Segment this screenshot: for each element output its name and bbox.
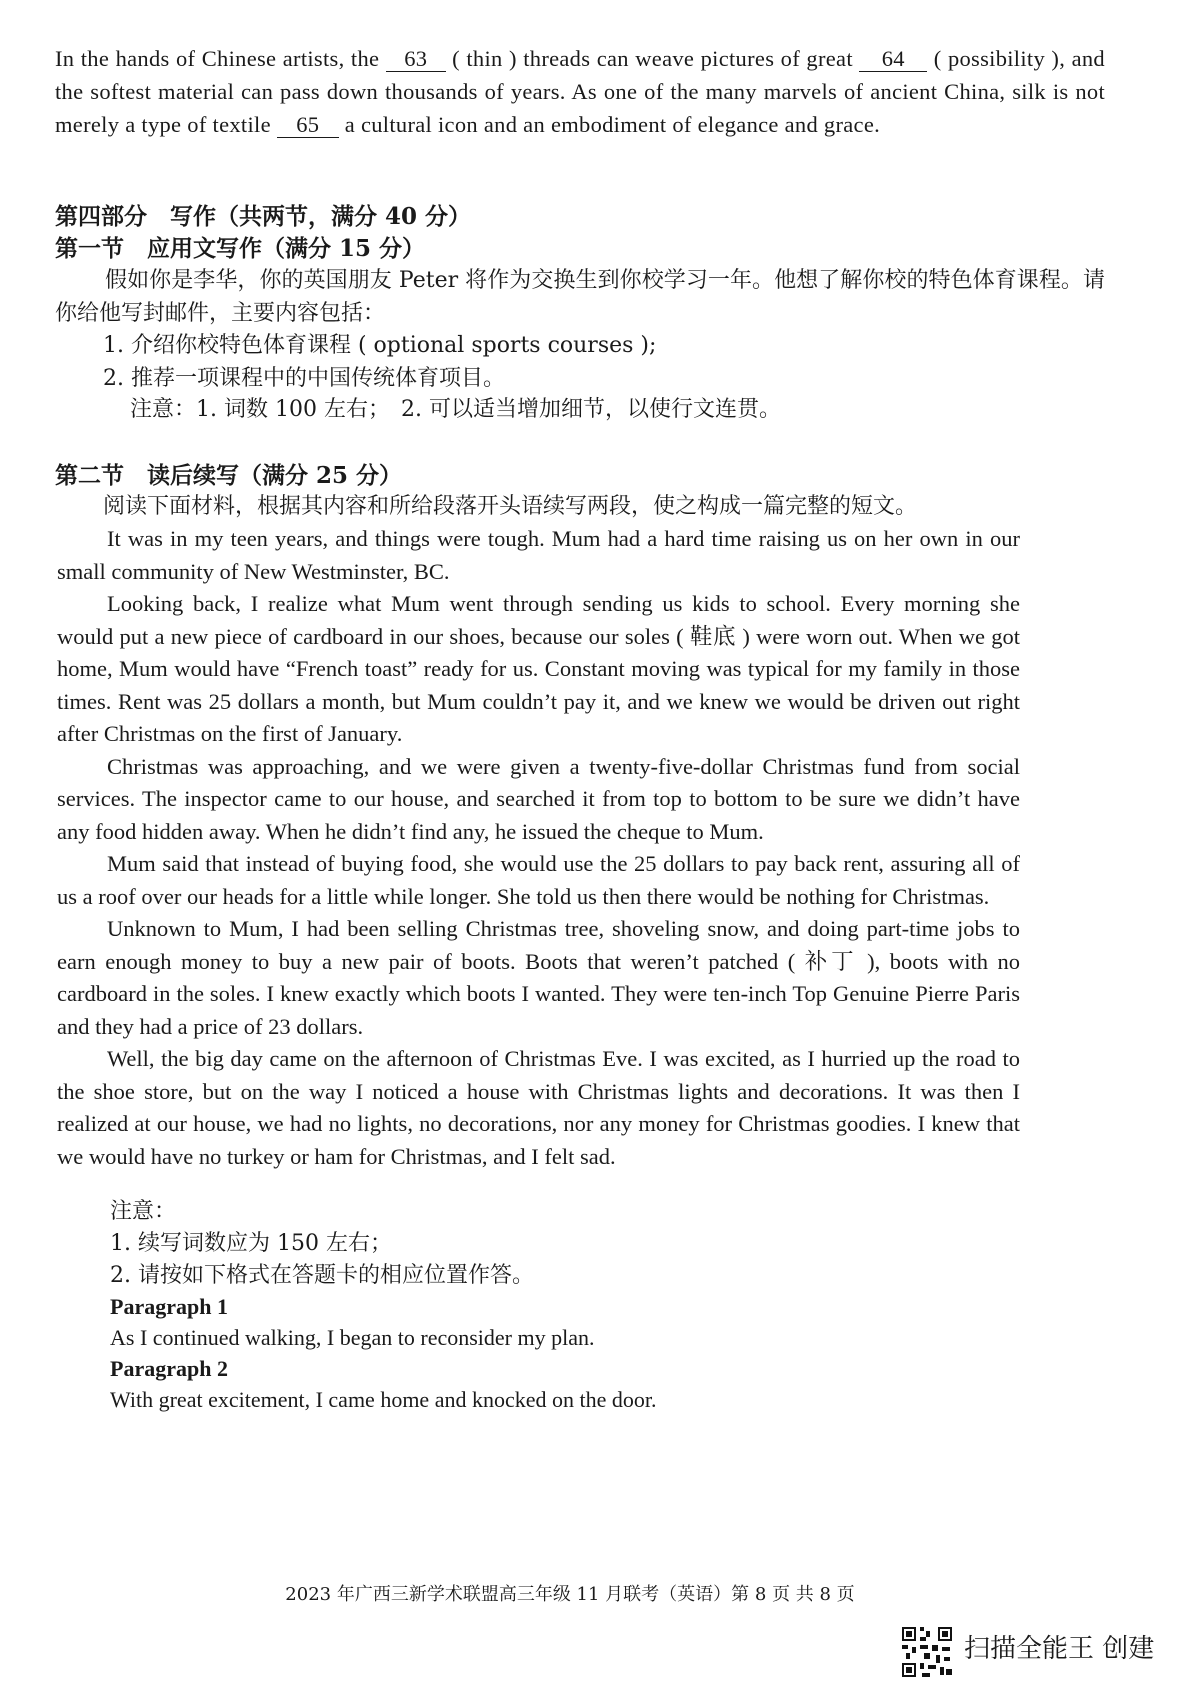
intro-text-c: ( possibility ), and the softest material can pass down thousands of years. As one of the many marvels of ancient China, silk is not merely a type of textile xyxy=(55,46,1105,137)
part4-heading: 第四部分 写作（共两节，满分 40 分） xyxy=(55,203,472,230)
section1-item2: 2. 推荐一项课程中的中国传统体育项目。 xyxy=(103,366,505,391)
section1-prompt-text: 假如你是李华，你的英国朋友 Peter 将作为交换生到你校学习一年。他想了解你校的特色体育课程。请你给他写封邮件，主要内容包括： xyxy=(55,268,1105,326)
story-text xyxy=(57,523,1020,1173)
section1-item1: 1. 介绍你校特色体育课程 ( optional sports courses ); xyxy=(103,333,657,358)
blank-63: 63 xyxy=(386,47,446,72)
blank-65: 65 xyxy=(277,113,339,138)
paragraph2-start: With great excitement, I came home and knocked on the door. xyxy=(110,1387,657,1412)
paragraph2-label: Paragraph 2 xyxy=(110,1356,228,1381)
story-paragraph: Looking back, I realize what Mum went through sending us kids to school. Every morning she would put a new piece of cardboard in our shoes, because our soles ( 鞋底 ) were worn out. When we got home, Mum would have “French toast” ready for us. Constant moving was typical for my family in those times. Rent was 25 dollars a month, but Mum couldn’t pay it, and we knew we would be driven out right after Christmas on the first of January. xyxy=(57,591,1020,746)
story-paragraph: Mum said that instead of buying food, she would use the 25 dollars to pay back rent, assuring all of us a roof over our heads for a little while longer. She told us then there would be nothing for Christmas. xyxy=(57,851,1020,909)
intro-paragraph xyxy=(55,42,1105,141)
section1-heading: 第一节 应用文写作（满分 15 分） xyxy=(55,235,426,262)
section1-note: 注意：1. 词数 100 左右； 2. 可以适当增加细节，以使行文连贯。 xyxy=(130,397,781,422)
paragraph1-label: Paragraph 1 xyxy=(110,1294,228,1319)
section1-prompt xyxy=(55,264,1105,330)
qr-code-icon xyxy=(900,1625,954,1679)
scanner-watermark: 扫描全能王 创建 xyxy=(964,1634,1155,1664)
paragraph1-start: As I continued walking, I began to reconsider my plan. xyxy=(110,1325,595,1350)
intro-text-b: ( thin ) threads can weave pictures of great xyxy=(452,46,853,71)
note-1: 1. 续写词数应为 150 左右； xyxy=(110,1231,392,1256)
page-footer: 2023 年广西三新学术联盟高三年级 11 月联考（英语）第 8 页 共 8 页 xyxy=(285,1584,855,1605)
story-paragraph: It was in my teen years, and things were tough. Mum had a hard time raising us on her own in our small community of New Westminster, BC. xyxy=(57,526,1020,584)
story-paragraph: Christmas was approaching, and we were given a twenty-five-dollar Christmas fund from social services. The inspector came to our house, and searched it from top to bottom to be sure we didn’t have any food hidden away. When he didn’t find any, he issued the cheque to Mum. xyxy=(57,753,1020,844)
notes-title: 注意： xyxy=(110,1199,177,1224)
intro-text-a: In the hands of Chinese artists, the xyxy=(55,46,380,71)
note-2: 2. 请按如下格式在答题卡的相应位置作答。 xyxy=(110,1263,534,1288)
intro-text-d: a cultural icon and an embodiment of elegance and grace. xyxy=(344,112,881,137)
story-paragraph: Unknown to Mum, I had been selling Christmas tree, shoveling snow, and doing part-time jobs to earn enough money to buy a new pair of boots. Boots that weren’t patched ( 补丁 ), boots with no cardboard in the soles. I knew exactly which boots I wanted. They were ten-inch Top Genuine Pierre Paris and they had a price of 23 dollars. xyxy=(57,916,1020,1039)
story-paragraph: Well, the big day came on the afternoon of Christmas Eve. I was excited, as I hurried up the road to the shoe store, but on the way I noticed a house with Christmas lights and decorations. It was then I realized at our house, we had no lights, no decorations, nor any money for Christmas goodies. I knew that we would have no turkey or ham for Christmas, and I felt sad. xyxy=(57,1046,1020,1169)
section2-heading: 第二节 读后续写（满分 25 分） xyxy=(55,462,403,489)
section2-instruction: 阅读下面材料，根据其内容和所给段落开头语续写两段，使之构成一篇完整的短文。 xyxy=(103,494,918,519)
blank-64: 64 xyxy=(859,47,927,72)
